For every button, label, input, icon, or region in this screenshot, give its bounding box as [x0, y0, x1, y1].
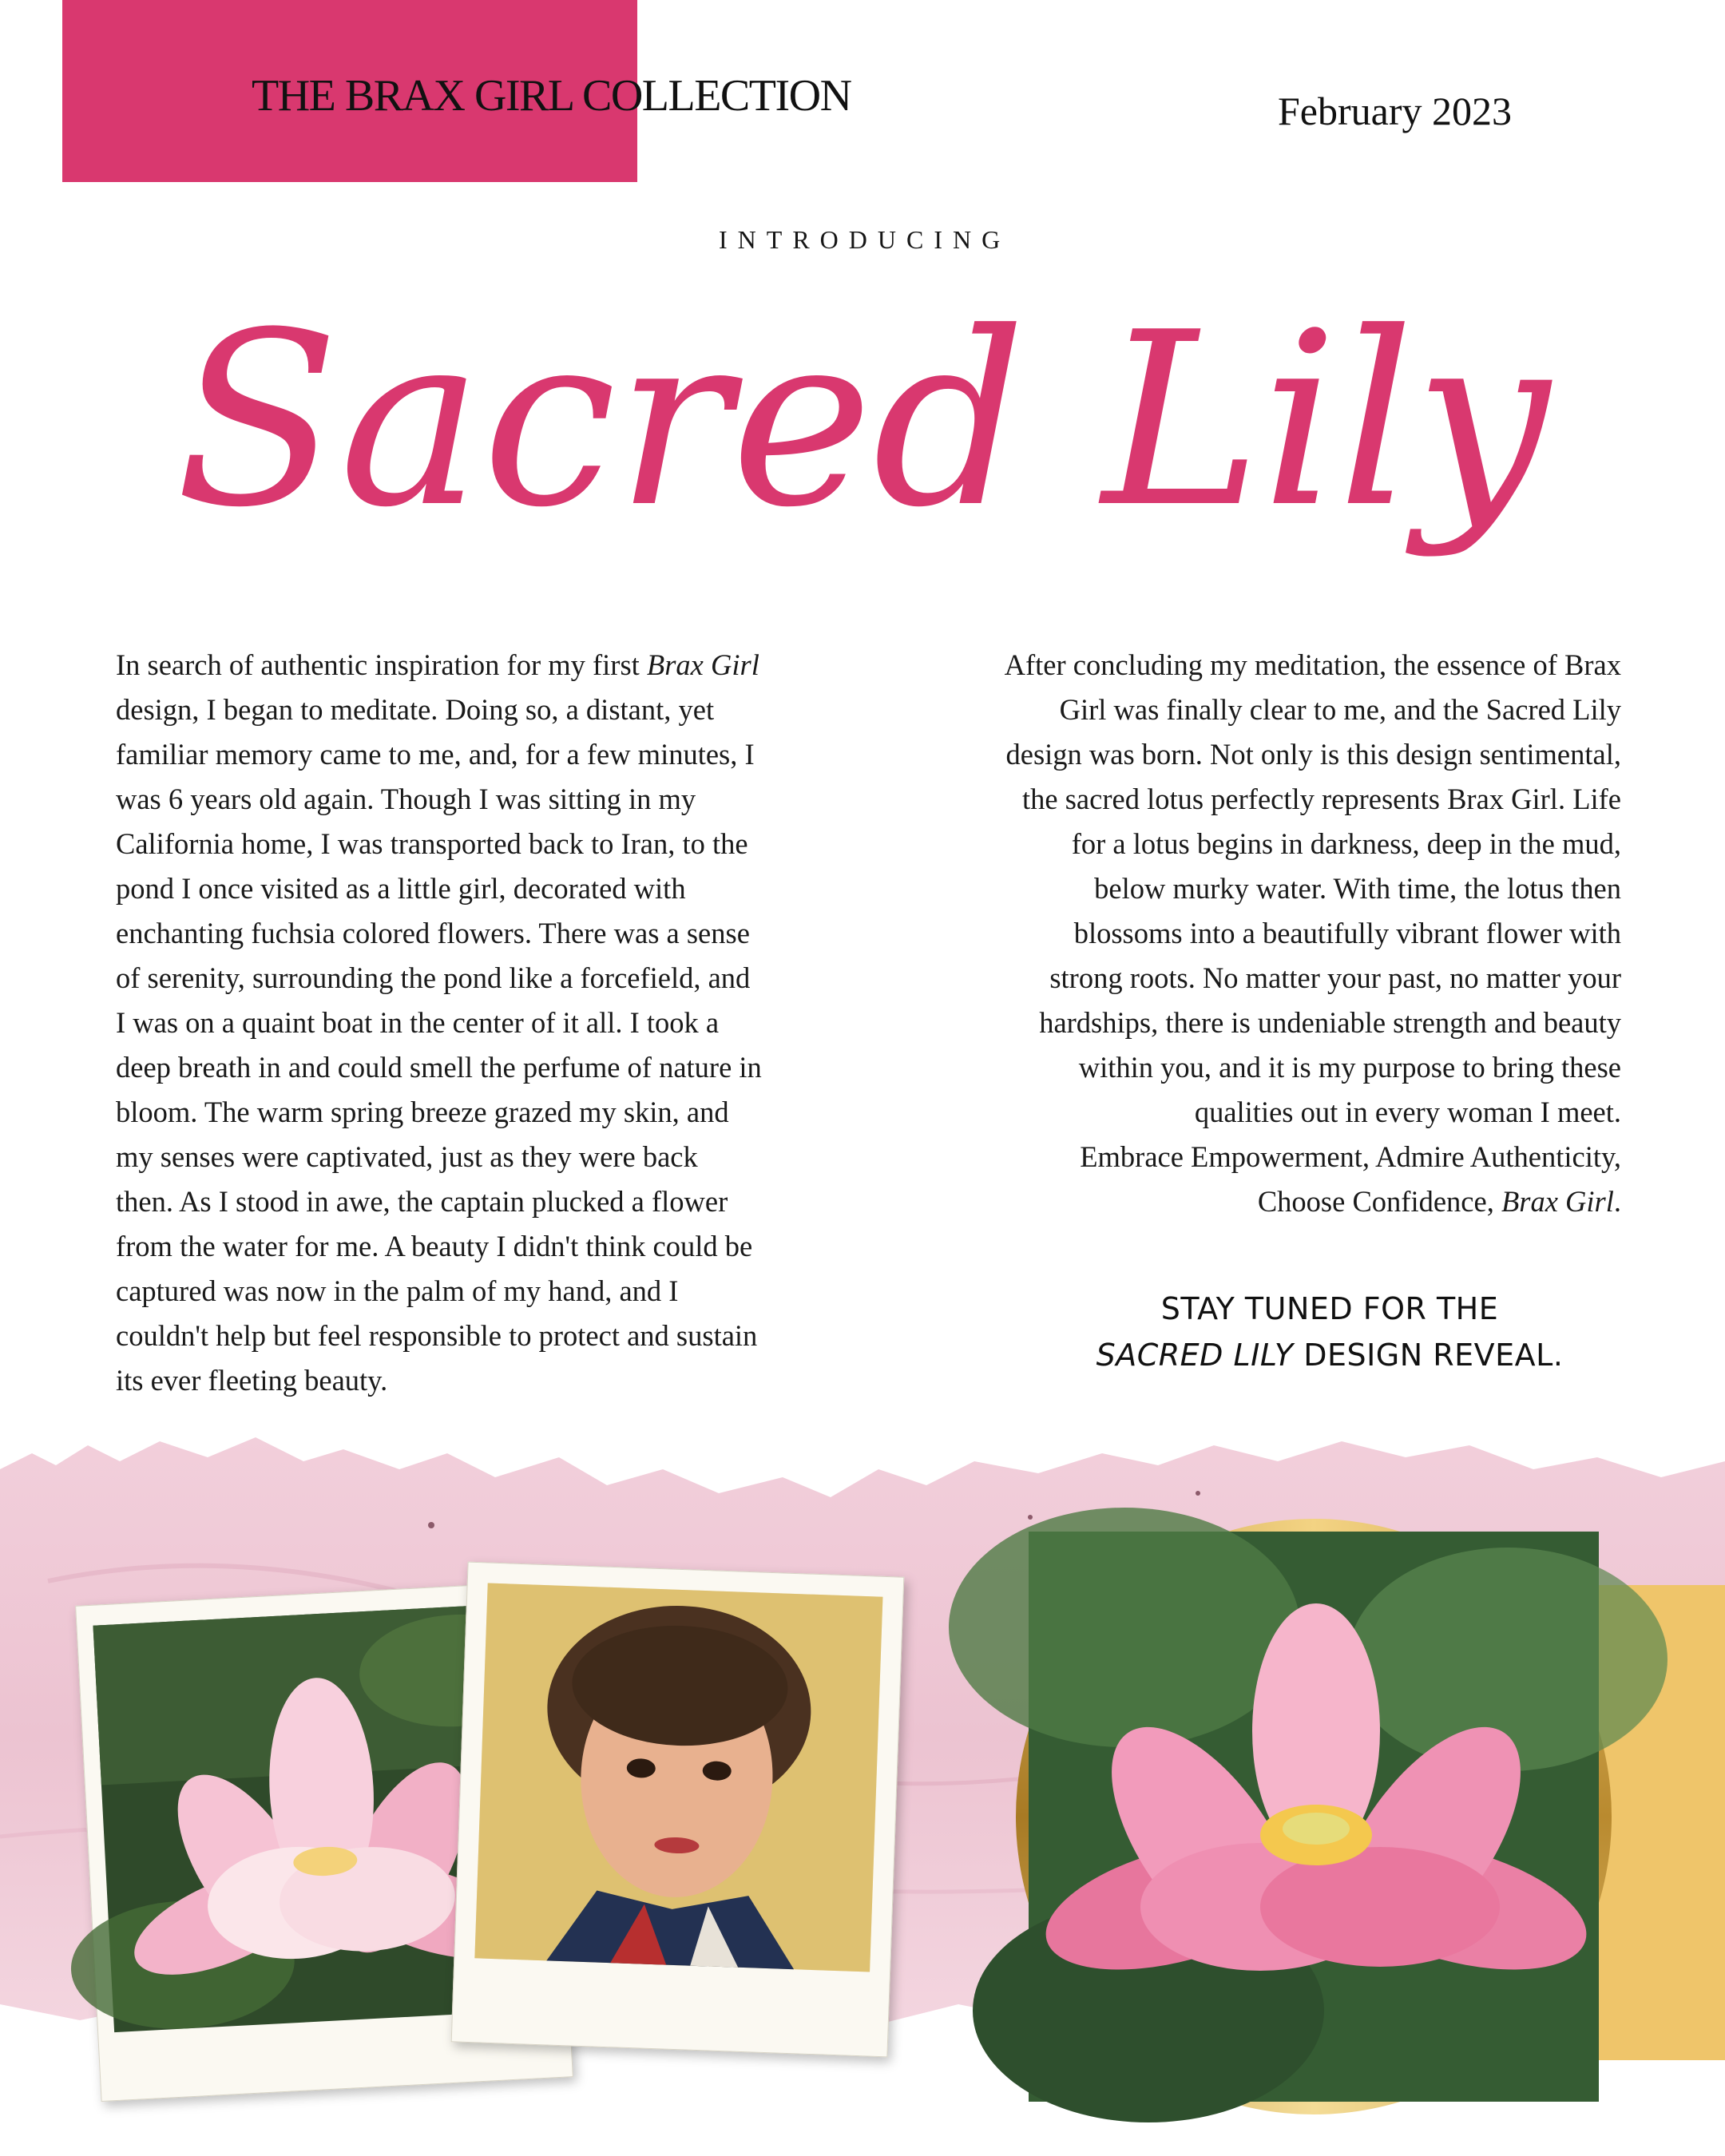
text-line: bloom. The warm spring breeze grazed my skin, and	[116, 1096, 729, 1128]
brand-name-italic: Brax Girl	[1501, 1185, 1614, 1218]
callout-italic: SACRED LILY	[1096, 1338, 1294, 1373]
script-title	[175, 216, 1550, 631]
article-column-left	[116, 643, 866, 1403]
stay-tuned-callout	[1022, 1286, 1637, 1378]
text-line: design, I began to meditate. Doing so, a distant, yet	[116, 693, 715, 726]
text-line: enchanting fuchsia colored flowers. There was a sense	[116, 917, 750, 949]
text-line: from the water for me. A beauty I didn't think could be	[116, 1230, 753, 1262]
text-line: of serenity, surrounding the pond like a forcefield, and	[116, 961, 751, 994]
lotus-close-up-photo	[1029, 1532, 1599, 2102]
callout-rest: DESIGN REVEAL.	[1293, 1338, 1564, 1373]
text-line: familiar memory came to me, and, for a few minutes, I	[116, 738, 755, 771]
kicker-introducing: INTRODUCING	[719, 225, 1011, 254]
text-line: I was on a quaint boat in the center of it all. I took a	[116, 1006, 720, 1039]
text-line: hardships, there is undeniable strength and beauty	[1039, 1006, 1621, 1039]
text-line: within you, and it is my purpose to bring these	[1078, 1051, 1621, 1084]
script-title-text: Sacred Lily	[175, 281, 1550, 560]
brand-title: THE BRAX GIRL COLLECTION	[252, 71, 851, 121]
callout-line-2	[1022, 1332, 1637, 1378]
text-line: the sacred lotus perfectly represents Brax Girl. Life	[1022, 783, 1621, 815]
text-line: for a lotus begins in darkness, deep in the mud,	[1071, 827, 1621, 860]
text-line: then. As I stood in awe, the captain plucked a flower	[116, 1185, 728, 1218]
callout-line-1: STAY TUNED FOR THE	[1160, 1291, 1499, 1326]
childhood-portrait-photo	[474, 1583, 882, 1972]
text-line: California home, I was transported back to Iran, to the	[116, 827, 748, 860]
text-line: Embrace Empowerment, Admire Authenticity,	[1080, 1140, 1621, 1173]
text-line: Girl was finally clear to me, and the Sacred Lily	[1059, 693, 1621, 726]
text-line: captured was now in the palm of my hand, and I	[116, 1274, 679, 1307]
text-line: its ever fleeting beauty.	[116, 1364, 388, 1397]
text-line: After concluding my meditation, the essence of Brax	[1004, 648, 1621, 681]
brand-name-italic: Brax Girl	[646, 648, 759, 681]
circular-photo	[1029, 1532, 1599, 2102]
text-line: was 6 years old again. Though I was sitting in my	[116, 783, 696, 815]
text-run: Choose Confidence,	[1257, 1185, 1501, 1218]
circular-photo-frame	[1016, 1519, 1612, 2114]
text-line: qualities out in every woman I meet.	[1194, 1096, 1621, 1128]
text-line: my senses were captivated, just as they were back	[116, 1140, 698, 1173]
text-line: design was born. Not only is this design sentimental,	[1005, 738, 1621, 771]
text-line: deep breath in and could smell the perfume of nature in	[116, 1051, 762, 1084]
text-run: .	[1613, 1185, 1621, 1218]
issue-date: February 2023	[1278, 89, 1512, 133]
text-line: pond I once visited as a little girl, decorated with	[116, 872, 686, 905]
text-line	[116, 643, 866, 688]
text-run: In search of authentic inspiration for my first	[116, 648, 647, 681]
text-line: strong roots. No matter your past, no matter your	[1049, 961, 1621, 994]
polaroid-childhood	[451, 1562, 905, 2058]
text-line: couldn't help but feel responsible to protect and sustain	[116, 1319, 758, 1352]
text-line: blossoms into a beautifully vibrant flower with	[1073, 917, 1621, 949]
article-column-right	[898, 643, 1621, 1224]
text-line: below murky water. With time, the lotus then	[1094, 872, 1621, 905]
text-line	[898, 1179, 1621, 1224]
